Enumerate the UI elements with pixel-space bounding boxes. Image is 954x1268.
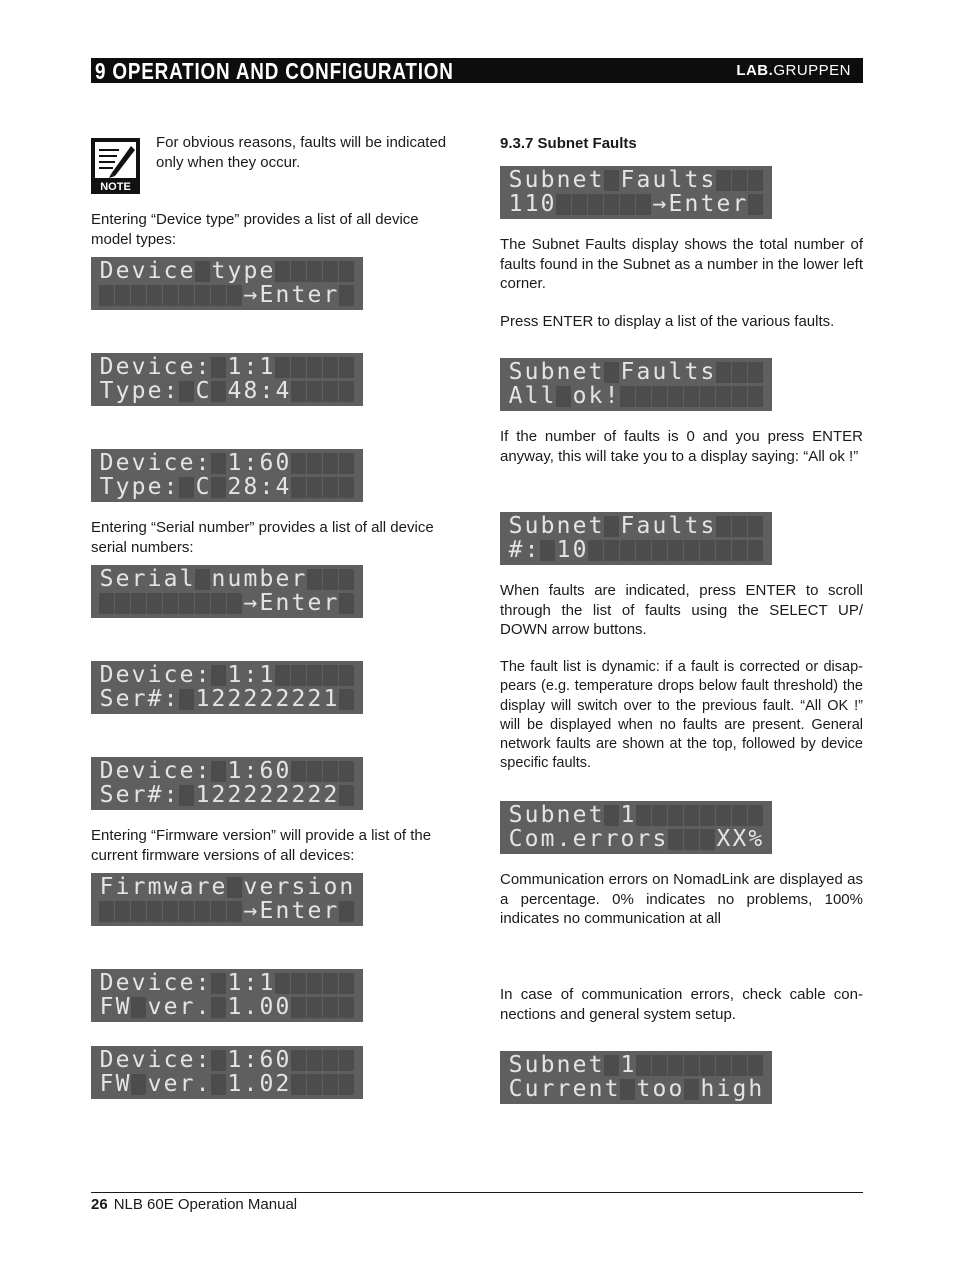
lcd-line-2: → E n t e r xyxy=(99,285,355,306)
page-footer xyxy=(91,1196,297,1213)
firmware-version-intro: Entering “Firmware version” will provide a list of the current firmware versions of all devices: xyxy=(91,827,432,864)
lcd-line-1: D e v i c e : 1 : 6 0 xyxy=(99,761,355,782)
manual-title: NLB 60E Operation Manual xyxy=(113,1196,298,1213)
lcd-line-1: S u b n e t 1 xyxy=(508,1055,764,1076)
lcd-line-1: S u b n e t F a u l t s xyxy=(508,516,764,537)
lcd-firmware-version xyxy=(91,873,363,926)
lcd-line-1: D e v i c e : 1 : 1 xyxy=(99,357,355,378)
subnet-faults-paragraph-5: The fault list is dynamic: if a fault is corrected or disap-pears (e.g. temperature drops below fault threshold) the display will switch over to the previous fault. “All OK !” will be displayed when no faults are present. General network faults are shown at the top, followed by device specific faults. xyxy=(500,659,863,772)
lcd-line-2: # : 1 0 xyxy=(508,540,764,561)
lcd-line-2: → E n t e r xyxy=(99,901,355,922)
subnet-faults-paragraph-7: In case of communication errors, check cable con-nections and general system setup. xyxy=(500,986,863,1023)
note-icon xyxy=(91,138,140,194)
serial-number-intro: Entering “Serial number” provides a list of all device serial numbers: xyxy=(91,519,434,556)
lcd-line-2: → E n t e r xyxy=(99,593,355,614)
lcd-device-60-serial xyxy=(91,757,363,810)
footer-rule xyxy=(91,1192,863,1193)
subnet-faults-paragraph-2: Press ENTER to display a list of the various faults. xyxy=(500,313,835,330)
lcd-line-2: C o m . e r r o r s X X % xyxy=(508,826,763,852)
lcd-line-1: D e v i c e : 1 : 1 xyxy=(99,973,355,994)
device-type-intro: Entering “Device type” provides a list of all device model types: xyxy=(91,211,419,248)
lcd-line-2: 1 1 0 → E n t e r xyxy=(508,194,764,215)
svg-text:NOTE: NOTE xyxy=(100,181,131,193)
note-text: For obvious reasons, faults will be indicated only when they occur. xyxy=(156,134,447,171)
lcd-line-1: S e r i a l n u m b e r xyxy=(99,569,355,590)
lcd-serial-number xyxy=(91,565,363,618)
subnet-faults-heading: 9.3.7 Subnet Faults xyxy=(500,135,637,152)
brand-logo: LAB.GRUPPEN xyxy=(736,62,851,79)
lcd-device-60-type xyxy=(91,449,363,502)
subnet-faults-paragraph-4: When faults are indicated, press ENTER to scroll through the list of faults using the SELECT UP/ DOWN arrow buttons. xyxy=(500,582,863,638)
lcd-subnet-faults-enter xyxy=(500,166,772,219)
lcd-subnet-faults-all-ok xyxy=(500,358,772,411)
lcd-subnet-com-errors xyxy=(500,801,772,854)
section-title: 9 OPERATION AND CONFIGURATION xyxy=(95,58,454,84)
lcd-line-1: D e v i c e : 1 : 6 0 xyxy=(99,1050,355,1071)
lcd-line-1: D e v i c e : 1 : 6 0 xyxy=(99,453,355,474)
lcd-line-2: C u r r e n t t o o h i g h xyxy=(508,1076,763,1102)
lcd-line-1: F i r m w a r e v e r s i o n xyxy=(99,874,354,900)
lcd-line-2: S e r # : 1 2 2 2 2 2 2 2 1 xyxy=(99,689,355,710)
section-header-bar xyxy=(91,58,863,83)
lcd-line-1: S u b n e t 1 xyxy=(508,805,764,826)
lcd-line-1: D e v i c e t y p e xyxy=(99,261,355,282)
lcd-line-2: F W v e r . 1 . 0 2 xyxy=(99,1074,355,1095)
lcd-line-2: S e r # : 1 2 2 2 2 2 2 2 2 xyxy=(99,785,355,806)
lcd-line-2: T y p e : C 2 8 : 4 xyxy=(99,477,355,498)
lcd-line-2: A l l o k ! xyxy=(508,386,764,407)
lcd-line-1: D e v i c e : 1 : 1 xyxy=(99,665,355,686)
lcd-line-1: S u b n e t F a u l t s xyxy=(508,362,764,383)
lcd-line-2: F W v e r . 1 . 0 0 xyxy=(99,997,355,1018)
lcd-device-1-serial xyxy=(91,661,363,714)
lcd-subnet-faults-count xyxy=(500,512,772,565)
lcd-line-1: S u b n e t F a u l t s xyxy=(508,170,764,191)
page-number: 26 xyxy=(91,1196,108,1213)
lcd-device-1-fw xyxy=(91,969,363,1022)
lcd-line-2: T y p e : C 4 8 : 4 xyxy=(99,381,355,402)
subnet-faults-paragraph-6: Communication errors on NomadLink are displayed as a percentage. 0% indicates no problems, 100% indicates no communication at all xyxy=(500,871,863,927)
lcd-device-1-type xyxy=(91,353,363,406)
lcd-device-60-fw xyxy=(91,1046,363,1099)
lcd-device-type xyxy=(91,257,363,310)
lcd-subnet-current-high xyxy=(500,1051,772,1104)
subnet-faults-paragraph-3: If the number of faults is 0 and you press ENTER anyway, this will take you to a display saying: “All ok !” xyxy=(500,428,863,465)
subnet-faults-paragraph-1: The Subnet Faults display shows the total number of faults found in the Subnet as a number in the lower left corner. xyxy=(500,236,863,292)
